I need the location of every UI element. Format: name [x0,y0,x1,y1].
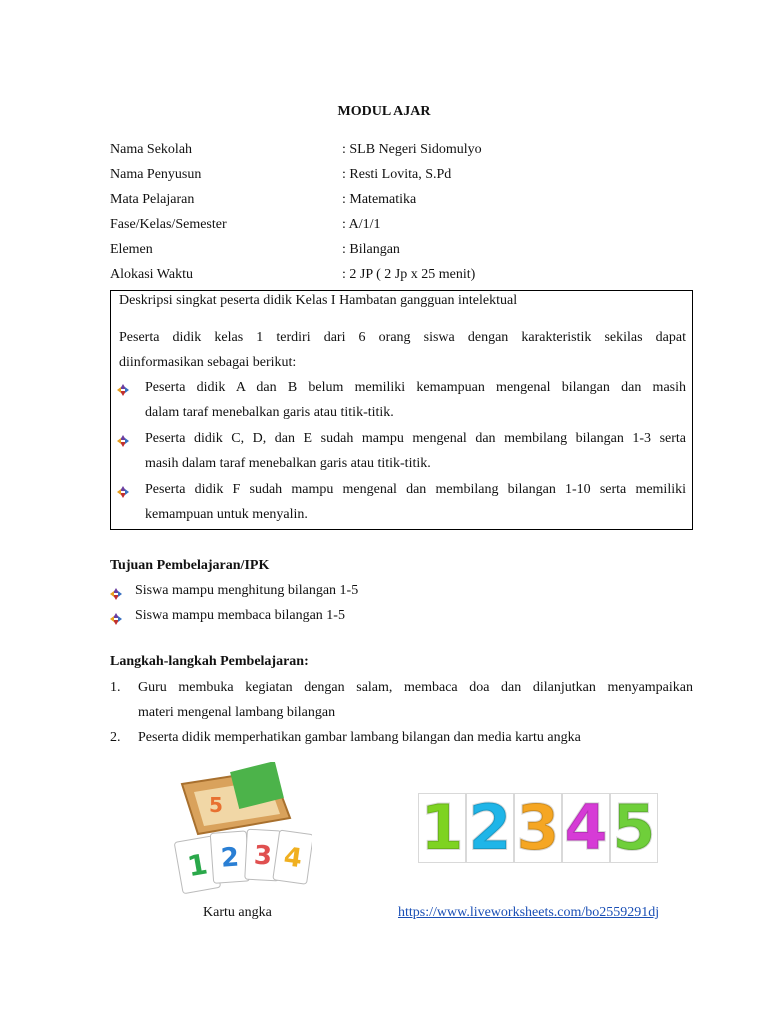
info-label: Alokasi Waktu [110,267,193,282]
description-bullet: dalam taraf menebalkan garis atau titik-titik. [145,405,394,420]
info-row [110,267,710,287]
number-digit: 2 [468,791,512,864]
info-label: Nama Penyusun [110,167,202,182]
objective-item: Siswa mampu menghitung bilangan 1-5 [135,583,359,598]
description-intro: Peserta didik kelas 1 terdiri dari 6 orang siswa dengan karakteristik sekilas dapat [119,330,686,345]
card-number: 3 [253,840,273,872]
info-row [110,167,710,187]
description-bullet: Peserta didik A dan B belum memiliki kemampuan mengenal bilangan dan masih [145,380,686,395]
number-digit: 1 [420,791,464,864]
description-intro: diinformasikan sebagai berikut: [119,355,297,370]
card-number: 4 [281,842,305,875]
step-number: 1. [110,680,121,695]
step-text: materi mengenal lambang bilangan [138,705,336,720]
info-value: : 2 JP ( 2 Jp x 25 menit) [342,267,476,282]
page-title: MODUL AJAR [337,104,431,119]
steps-heading: Langkah-langkah Pembelajaran: [110,654,309,669]
card-number: 1 [185,847,210,884]
info-row [110,142,710,162]
arrow-bullet-icon [117,435,129,447]
info-row [110,217,710,237]
objective-item: Siswa mampu membaca bilangan 1-5 [135,608,345,623]
info-value: : SLB Negeri Sidomulyo [342,142,482,157]
cards-caption: Kartu angka [203,905,272,920]
card-number: 2 [219,842,241,874]
description-bullet: masih dalam taraf menebalkan garis atau titik-titik. [145,456,431,471]
info-label: Nama Sekolah [110,142,193,157]
objectives-heading: Tujuan Pembelajaran/IPK [110,558,270,573]
arrow-bullet-icon [117,486,129,498]
arrow-bullet-icon [117,384,129,396]
arrow-bullet-icon [110,588,122,600]
number-digit: 5 [612,791,656,864]
step-number: 2. [110,730,121,745]
description-bullet: Peserta didik C, D, dan E sudah mampu mengenal dan membilang bilangan 1-3 serta [145,431,686,446]
info-value: : Resti Lovita, S.Pd [342,167,452,182]
info-label: Fase/Kelas/Semester [110,217,227,232]
number-digit: 3 [516,791,560,864]
info-label: Elemen [110,242,153,257]
box-number: 5 [209,793,223,817]
description-heading: Deskripsi singkat peserta didik Kelas I Hambatan gangguan intelektual [119,293,518,308]
info-label: Mata Pelajaran [110,192,195,207]
info-row [110,242,710,262]
step-text: Peserta didik memperhatikan gambar lambang bilangan dan media kartu angka [138,730,581,745]
number-digit: 4 [564,791,608,864]
description-bullet: Peserta didik F sudah mampu mengenal dan membilang bilangan 1-10 serta memiliki [145,482,686,497]
info-value: : A/1/1 [342,217,381,232]
description-box [110,290,693,530]
description-bullet: kemampuan untuk menyalin. [145,507,308,522]
number-cards-image [172,762,312,902]
arrow-bullet-icon [110,613,122,625]
step-text: Guru membuka kegiatan dengan salam, membaca doa dan dilanjutkan menyampaikan [138,680,693,695]
info-value: : Matematika [342,192,417,207]
source-link[interactable]: https://www.liveworksheets.com/bo2559291dj [398,905,660,920]
info-value: : Bilangan [342,242,400,257]
info-row [110,192,710,212]
